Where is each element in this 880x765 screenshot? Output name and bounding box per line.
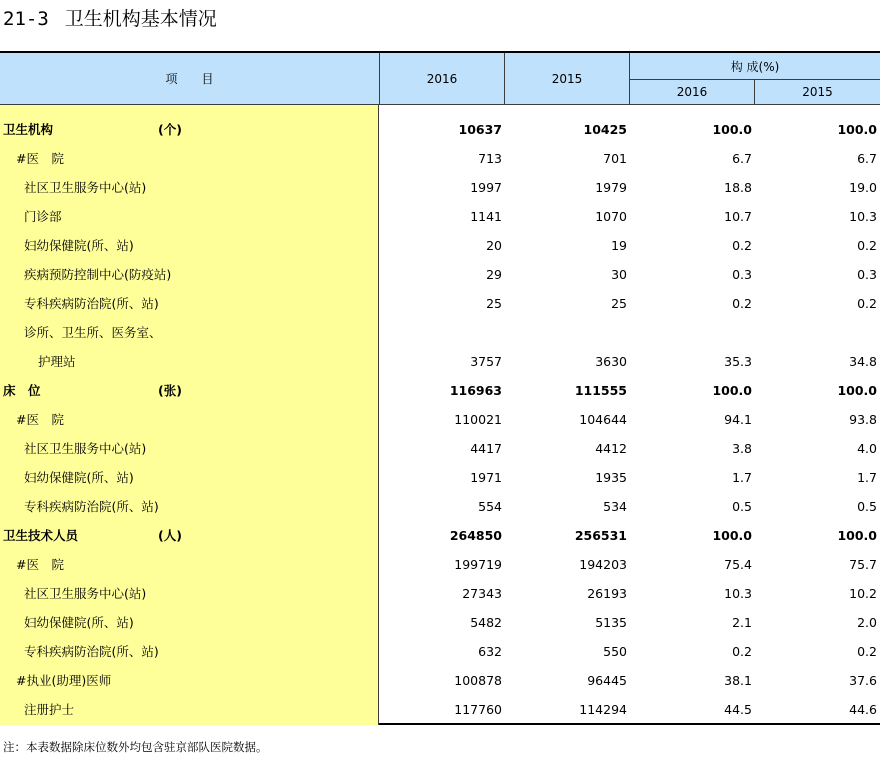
share-2016: 10.3: [724, 586, 752, 601]
table-row: [0, 144, 880, 173]
row-label: 卫生机构: [3, 122, 54, 137]
value-2015: 4412: [595, 441, 627, 456]
table-row: [0, 231, 880, 260]
value-2016: 4417: [470, 441, 502, 456]
share-2015: 0.2: [857, 238, 877, 253]
row-label: 妇幼保健院(所、站): [24, 470, 134, 485]
value-2016: 1997: [470, 180, 502, 195]
row-label: 门诊部: [24, 209, 62, 224]
table-row: [0, 550, 880, 579]
header-comp-2015: 2015: [802, 85, 833, 99]
value-2016: 10637: [458, 122, 502, 137]
share-2016: 0.2: [732, 238, 752, 253]
value-2015: 256531: [574, 528, 627, 543]
share-2015: 75.7: [849, 557, 877, 572]
share-2016: 75.4: [724, 557, 752, 572]
table-row: [0, 405, 880, 434]
value-2015: 534: [603, 499, 627, 514]
table-row: [0, 637, 880, 666]
row-label: 社区卫生服务中心(站): [24, 586, 147, 601]
header-divider: [504, 53, 505, 104]
value-2016: 199719: [454, 557, 502, 572]
table-note: 注：本表数据除床位数外均包含驻京部队医院数据。: [3, 740, 268, 754]
row-unit: (人): [158, 528, 182, 543]
share-2015: 100.0: [837, 122, 877, 137]
value-2015: 701: [603, 151, 627, 166]
share-2015: 44.6: [849, 702, 877, 717]
table-row: [0, 434, 880, 463]
share-2015: 4.0: [857, 441, 877, 456]
share-2016: 0.2: [732, 296, 752, 311]
value-2016: 3757: [470, 354, 502, 369]
value-2015: 194203: [579, 557, 627, 572]
table-row: [0, 463, 880, 492]
value-2016: 1971: [470, 470, 502, 485]
header-year-2015: 2015: [551, 71, 583, 86]
share-2015: 93.8: [849, 412, 877, 427]
share-2016: 100.0: [712, 122, 752, 137]
value-2015: 96445: [587, 673, 627, 688]
row-label: 护理站: [38, 354, 76, 369]
table-body: [0, 115, 880, 724]
value-2015: 550: [603, 644, 627, 659]
value-2015: 5135: [595, 615, 627, 630]
value-2015: 26193: [587, 586, 627, 601]
row-label: 床 位: [3, 383, 41, 398]
row-label: 卫生技术人员: [3, 528, 79, 543]
share-2015: 100.0: [837, 383, 877, 398]
header-item: 项 目: [165, 72, 214, 86]
row-label: #医 院: [16, 412, 64, 427]
value-2015: 19: [611, 238, 627, 253]
share-2016: 0.5: [732, 499, 752, 514]
row-label: 诊所、卫生所、医务室、: [24, 325, 162, 340]
share-2016: 94.1: [724, 412, 752, 427]
share-2016: 3.8: [732, 441, 752, 456]
share-2015: 1.7: [857, 470, 877, 485]
share-2016: 100.0: [712, 528, 752, 543]
value-2016: 20: [486, 238, 502, 253]
row-label: 疾病预防控制中心(防疫站): [24, 267, 172, 282]
share-2015: 0.3: [857, 267, 877, 282]
table-row: [0, 666, 880, 695]
share-2016: 10.7: [724, 209, 752, 224]
row-label: 专科疾病防治院(所、站): [24, 499, 159, 514]
share-2016: 38.1: [724, 673, 752, 688]
value-2016: 110021: [454, 412, 502, 427]
share-2015: 10.2: [849, 586, 877, 601]
share-2016: [630, 318, 752, 347]
value-2016: 264850: [449, 528, 502, 543]
row-unit: (张): [158, 383, 182, 398]
value-2016: 713: [478, 151, 502, 166]
share-2015: 0.2: [857, 296, 877, 311]
share-2016: 1.7: [732, 470, 752, 485]
share-2015: 0.2: [857, 644, 877, 659]
table-number: 21-3: [3, 8, 49, 30]
row-label: 社区卫生服务中心(站): [24, 180, 147, 195]
share-2015: 37.6: [849, 673, 877, 688]
value-2016: 25: [486, 296, 502, 311]
share-2016: 2.1: [732, 615, 752, 630]
value-2015: 3630: [595, 354, 627, 369]
header-divider: [754, 79, 755, 104]
share-2015: 34.8: [849, 354, 877, 369]
share-2016: 0.3: [732, 267, 752, 282]
value-2015: 1979: [595, 180, 627, 195]
table-header: [0, 53, 880, 105]
value-2015: [505, 318, 627, 347]
row-label: 专科疾病防治院(所、站): [24, 296, 159, 311]
value-2016: 116963: [449, 383, 502, 398]
table-row: [0, 173, 880, 202]
table-row: [0, 695, 880, 724]
value-2015: 1070: [595, 209, 627, 224]
header-composition: 构 成(%): [730, 59, 780, 74]
value-2016: 27343: [462, 586, 502, 601]
value-2016: 29: [486, 267, 502, 282]
value-2015: 25: [611, 296, 627, 311]
share-2015: 19.0: [849, 180, 877, 195]
row-label: #医 院: [16, 151, 64, 166]
table-row: [0, 289, 880, 318]
value-2015: 30: [611, 267, 627, 282]
table-row: [0, 202, 880, 231]
table-row: [0, 579, 880, 608]
value-2016: 1141: [470, 209, 502, 224]
share-2015: 10.3: [849, 209, 877, 224]
share-2015: 2.0: [857, 615, 877, 630]
row-label: 妇幼保健院(所、站): [24, 615, 134, 630]
value-2016: 117760: [454, 702, 502, 717]
row-label: 社区卫生服务中心(站): [24, 441, 147, 456]
share-2015: 100.0: [837, 528, 877, 543]
page-title: [3, 5, 217, 33]
table-row: [0, 347, 880, 376]
value-2016: 5482: [470, 615, 502, 630]
table-row: [0, 608, 880, 637]
table-row: [0, 492, 880, 521]
share-2015: 6.7: [857, 151, 877, 166]
table-title: 卫生机构基本情况: [64, 8, 217, 30]
share-2016: 6.7: [732, 151, 752, 166]
value-2016: [380, 318, 502, 347]
value-2016: 100878: [454, 673, 502, 688]
row-label: #医 院: [16, 557, 64, 572]
value-2016: 632: [478, 644, 502, 659]
row-label: 妇幼保健院(所、站): [24, 238, 134, 253]
share-2015: [755, 318, 877, 347]
header-divider: [379, 53, 380, 104]
header-comp-2016: 2016: [676, 85, 708, 99]
value-2015: 111555: [574, 383, 627, 398]
value-2015: 114294: [579, 702, 627, 717]
value-2015: 1935: [595, 470, 627, 485]
value-2015: 104644: [579, 412, 627, 427]
row-label: 注册护士: [24, 702, 75, 717]
share-2015: 0.5: [857, 499, 877, 514]
table-row: [0, 318, 880, 347]
row-label: #执业(助理)医师: [16, 673, 112, 688]
value-2016: 554: [478, 499, 502, 514]
value-2015: 10425: [583, 122, 627, 137]
header-year-2016: 2016: [426, 71, 458, 86]
table-row: [0, 521, 880, 550]
data-table: [0, 51, 880, 725]
table-row: [0, 115, 880, 144]
share-2016: 0.2: [732, 644, 752, 659]
share-2016: 18.8: [724, 180, 752, 195]
row-unit: (个): [158, 122, 182, 137]
table-row: [0, 376, 880, 405]
header-divider: [630, 79, 880, 80]
share-2016: 44.5: [724, 702, 752, 717]
row-label: 专科疾病防治院(所、站): [24, 644, 159, 659]
share-2016: 35.3: [724, 354, 752, 369]
share-2016: 100.0: [712, 383, 752, 398]
table-row: [0, 260, 880, 289]
